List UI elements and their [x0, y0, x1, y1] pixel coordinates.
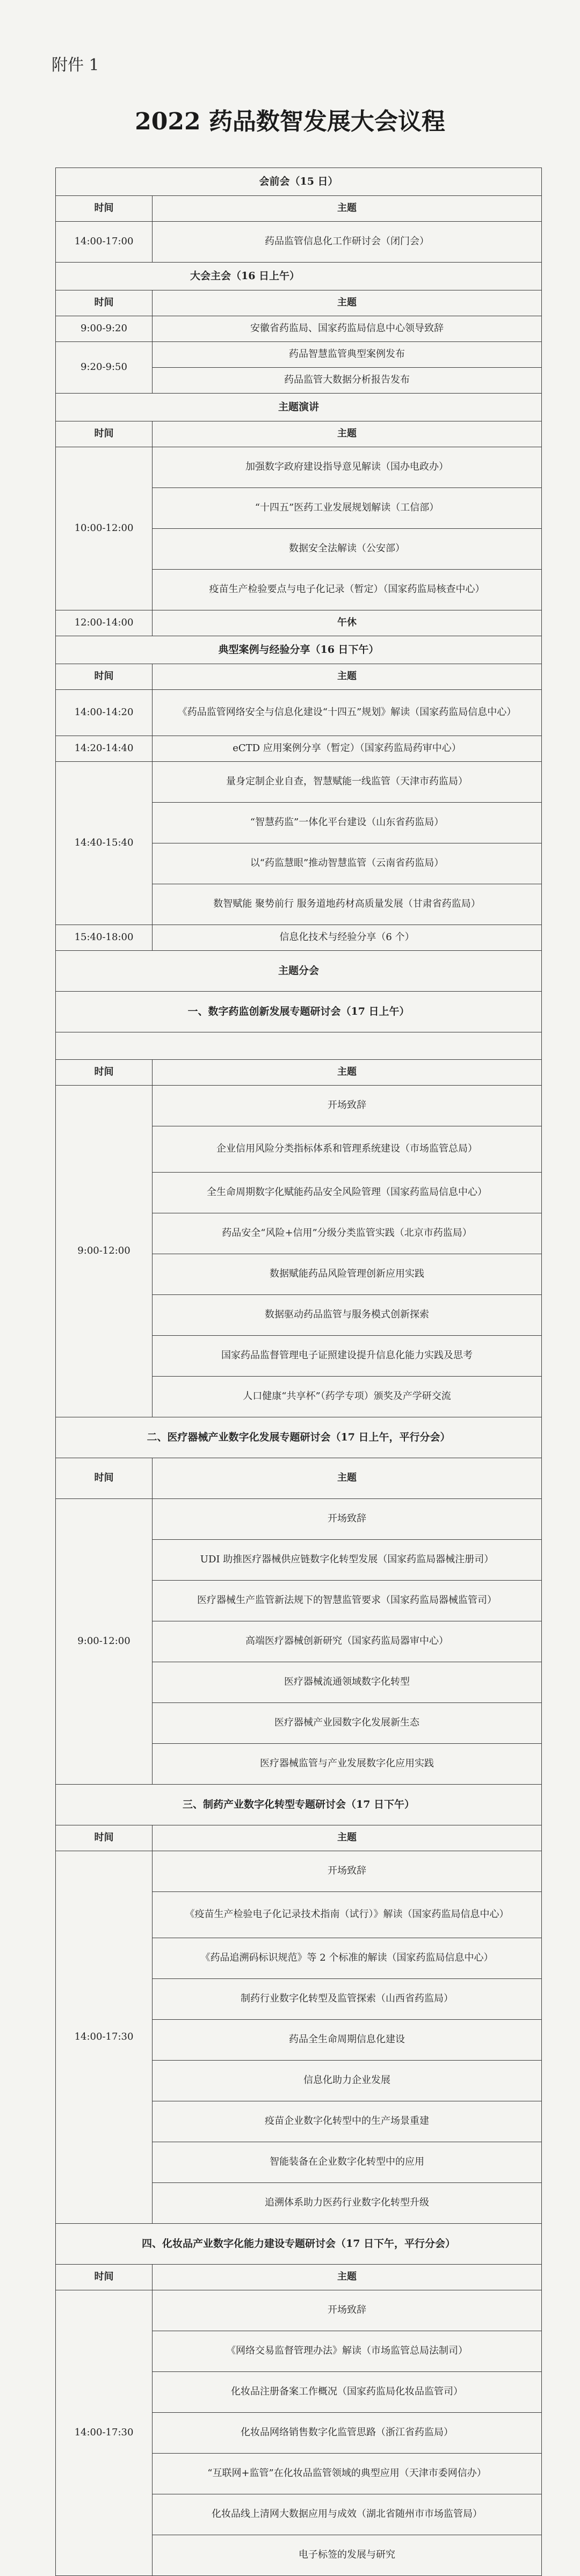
- table-row: [56, 342, 542, 368]
- section-row: [56, 992, 542, 1032]
- time-cell: 14:00-17:30: [56, 2290, 153, 2576]
- topic-cell: 全生命周期数字化赋能药品安全风险管理（国家药监局信息中心）: [153, 1173, 542, 1213]
- header-row: [56, 1060, 542, 1086]
- table-row: [56, 925, 542, 951]
- topic-cell: 医疗器械产业园数字化发展新生态: [153, 1703, 542, 1744]
- time-header: 时间: [56, 1825, 153, 1851]
- topic-cell: 《药品追溯码标识规范》等 2 个标准的解读（国家药监局信息中心）: [153, 1938, 542, 1979]
- time-header: 时间: [56, 664, 153, 690]
- forum-title: 二、医疗器械产业数字化发展专题研讨会（17 日上午，平行分会）: [56, 1417, 542, 1458]
- topic-cell: 加强数字政府建设指导意见解读（国办电政办）: [153, 447, 542, 488]
- section-row: [56, 394, 542, 421]
- table-row: [56, 736, 542, 762]
- topic-cell: 化妆品线上清网大数据应用与成效（湖北省随州市市场监管局）: [153, 2494, 542, 2535]
- header-row: [56, 664, 542, 690]
- table-row: [56, 316, 542, 342]
- topic-cell: 智能装备在企业数字化转型中的应用: [153, 2142, 542, 2183]
- time-cell: 9:00-12:00: [56, 1499, 153, 1785]
- topic-cell: 《疫苗生产检验电子化记录技术指南（试行）》解读（国家药监局信息中心）: [153, 1892, 542, 1938]
- time-header: 时间: [56, 1060, 153, 1086]
- topic-header: 主题: [153, 1825, 542, 1851]
- topic-header: 主题: [153, 421, 542, 447]
- section-row: [56, 636, 542, 664]
- topic-cell: 化妆品注册备案工作概况（国家药监局化妆品监管司）: [153, 2372, 542, 2413]
- topic-cell: 医疗器械监管与产业发展数字化应用实践: [153, 1744, 542, 1785]
- topic-cell: 量身定制企业自查，智慧赋能一线监管（天津市药监局）: [153, 762, 542, 803]
- time-cell: 14:00-17:00: [56, 222, 153, 263]
- header-row: [56, 1458, 542, 1499]
- topic-cell: 疫苗生产检验要点与电子化记录（暂定）（国家药监局核查中心）: [153, 570, 542, 610]
- forum-title: 三、制药产业数字化转型专题研讨会（17 日下午）: [56, 1785, 542, 1825]
- time-cell: 14:00-17:30: [56, 1851, 153, 2224]
- table-row: [56, 762, 542, 803]
- time-header: 时间: [56, 196, 153, 222]
- time-header: 时间: [56, 290, 153, 316]
- spacer-row: [56, 1032, 542, 1060]
- topic-cell: 安徽省药监局、国家药监局信息中心领导致辞: [153, 316, 542, 342]
- section-row: [56, 951, 542, 992]
- table-row: [56, 610, 542, 636]
- section-row: [56, 168, 542, 196]
- time-cell: 15:40-18:00: [56, 925, 153, 951]
- header-row: [56, 421, 542, 447]
- topic-cell: 开场致辞: [153, 1086, 542, 1126]
- topic-cell: 医疗器械流通领域数字化转型: [153, 1662, 542, 1703]
- topic-cell: 以“药监慧眼”推动智慧监管（云南省药监局）: [153, 843, 542, 884]
- time-cell: 9:00-12:00: [56, 1086, 153, 1417]
- section-title: 主题演讲: [56, 394, 542, 421]
- topic-cell: 《药品监管网络安全与信息化建设“十四五”规划》解读（国家药监局信息中心）: [153, 690, 542, 736]
- topic-cell: 《网络交易监督管理办法》解读（市场监管总局法制司）: [153, 2331, 542, 2372]
- topic-cell: 企业信用风险分类指标体系和管理系统建设（市场监管总局）: [153, 1126, 542, 1173]
- table-row: [56, 2290, 542, 2331]
- forum-title: 四、化妆品产业数字化能力建设专题研讨会（17 日下午，平行分会）: [56, 2224, 542, 2265]
- header-row: [56, 196, 542, 222]
- time-cell: 10:00-12:00: [56, 447, 153, 610]
- time-cell: 14:20-14:40: [56, 736, 153, 762]
- topic-cell: 国家药品监督管理电子证照建设提升信息化能力实践及思考: [153, 1336, 542, 1377]
- spacer-cell: [56, 1032, 542, 1060]
- topic-cell: 开场致辞: [153, 1499, 542, 1540]
- table-row: [56, 1499, 542, 1540]
- topic-cell: 医疗器械生产监管新法规下的智慧监管要求（国家药监局器械监管司）: [153, 1581, 542, 1621]
- table-row: [56, 690, 542, 736]
- topic-cell: 信息化技术与经验分享（6 个）: [153, 925, 542, 951]
- topic-cell: 高端医疗器械创新研究（国家药监局器审中心）: [153, 1621, 542, 1662]
- topic-header: 主题: [153, 290, 542, 316]
- topic-cell: 数据安全法解读（公安部）: [153, 529, 542, 570]
- topic-cell: “智慧药监”一体化平台建设（山东省药监局）: [153, 803, 542, 843]
- topic-cell: 药品监管大数据分析报告发布: [153, 368, 542, 394]
- topic-cell: 数据驱动药品监管与服务模式创新探索: [153, 1295, 542, 1336]
- table-row: [56, 222, 542, 263]
- header-row: [56, 1825, 542, 1851]
- time-cell: 14:40-15:40: [56, 762, 153, 925]
- attachment-label: 附件 1: [52, 56, 99, 75]
- topic-cell: 信息化助力企业发展: [153, 2061, 542, 2101]
- topic-cell: 开场致辞: [153, 1851, 542, 1892]
- topic-cell: 数智赋能 聚势前行 服务道地药材高质量发展（甘肃省药监局）: [153, 884, 542, 925]
- agenda-table: [55, 168, 542, 2576]
- time-cell: 9:00-9:20: [56, 316, 153, 342]
- topic-header: 主题: [153, 2265, 542, 2290]
- section-title: 典型案例与经验分享（16 日下午）: [56, 636, 542, 664]
- topic-header: 主题: [153, 1458, 542, 1499]
- time-header: 时间: [56, 1458, 153, 1499]
- time-header: 时间: [56, 421, 153, 447]
- section-title: 主题分会: [56, 951, 542, 992]
- topic-header: 主题: [153, 196, 542, 222]
- topic-cell: 开场致辞: [153, 2290, 542, 2331]
- section-row: [56, 263, 542, 290]
- topic-cell: “十四五”医药工业发展规划解读（工信部）: [153, 488, 542, 529]
- page-title: 2022 药品数智发展大会议程: [135, 108, 445, 135]
- topic-cell: 药品监管信息化工作研讨会（闭门会）: [153, 222, 542, 263]
- section-title: 大会主会（16 日上午）: [56, 263, 542, 290]
- topic-cell: 化妆品网络销售数字化监管思路（浙江省药监局）: [153, 2413, 542, 2454]
- topic-cell: UDI 助推医疗器械供应链数字化转型发展（国家药监局器械注册司）: [153, 1540, 542, 1581]
- section-row: [56, 2224, 542, 2265]
- topic-header: 主题: [153, 1060, 542, 1086]
- header-row: [56, 2265, 542, 2290]
- table-row: [56, 1851, 542, 1892]
- topic-cell: 电子标签的发展与研究: [153, 2535, 542, 2576]
- topic-cell: 药品智慧监管典型案例发布: [153, 342, 542, 368]
- table-row: [56, 447, 542, 488]
- topic-cell: 药品全生命周期信息化建设: [153, 2020, 542, 2061]
- topic-cell: 人口健康“共享杯”（药学专项）颁奖及产学研交流: [153, 1377, 542, 1417]
- topic-cell: 午休: [153, 610, 542, 636]
- topic-cell: 追溯体系助力医药行业数字化转型升级: [153, 2183, 542, 2224]
- time-header: 时间: [56, 2265, 153, 2290]
- section-title: 会前会（15 日）: [56, 168, 542, 196]
- topic-header: 主题: [153, 664, 542, 690]
- topic-cell: 数据赋能药品风险管理创新应用实践: [153, 1254, 542, 1295]
- time-cell: 14:00-14:20: [56, 690, 153, 736]
- topic-cell: 制药行业数字化转型及监管探索（山西省药监局）: [153, 1979, 542, 2020]
- section-row: [56, 1417, 542, 1458]
- topic-cell: “互联网+监管”在化妆品监管领域的典型应用（天津市委网信办）: [153, 2454, 542, 2494]
- topic-cell: 疫苗企业数字化转型中的生产场景重建: [153, 2101, 542, 2142]
- header-row: [56, 290, 542, 316]
- section-row: [56, 1785, 542, 1825]
- topic-cell: 药品安全“风险+信用”分级分类监管实践（北京市药监局）: [153, 1213, 542, 1254]
- time-cell: 12:00-14:00: [56, 610, 153, 636]
- time-cell: 9:20-9:50: [56, 342, 153, 394]
- table-row: [56, 1086, 542, 1126]
- forum-title: 一、数字药监创新发展专题研讨会（17 日上午）: [56, 992, 542, 1032]
- topic-cell: eCTD 应用案例分享（暂定）（国家药监局药审中心）: [153, 736, 542, 762]
